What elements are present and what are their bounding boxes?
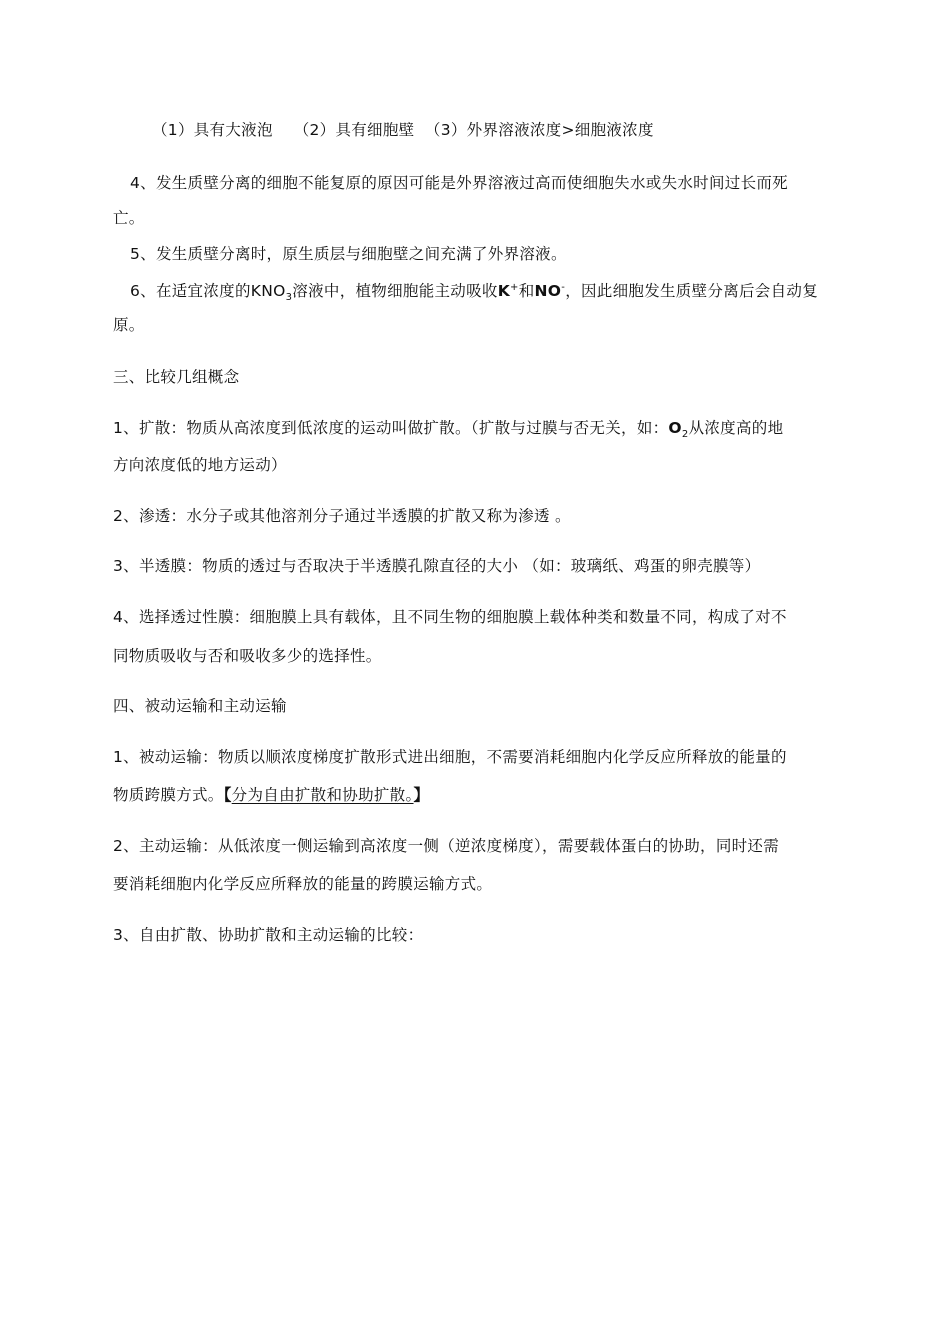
potassium-symbol: K bbox=[497, 282, 511, 300]
definition-4-line-1: 4、选择透过性膜：细胞膜上具有载体，且不同生物的细胞膜上载体种类和数量不同，构成了对不 bbox=[113, 608, 787, 626]
bracket-close: 】 bbox=[413, 786, 430, 804]
conditions-line bbox=[152, 119, 654, 141]
definition-1-line-1 bbox=[113, 417, 783, 439]
point-6-line-1 bbox=[130, 280, 818, 302]
bracket-open: 【 bbox=[223, 786, 232, 804]
condition-1: （1）具有大液泡 bbox=[152, 121, 273, 139]
section-3-title: 三、比较几组概念 bbox=[113, 368, 240, 386]
transport-1-line-2 bbox=[113, 784, 429, 806]
point-6-line-2: 原。 bbox=[113, 316, 145, 334]
subscript-3: 3 bbox=[285, 292, 293, 304]
definition-3: 3、半透膜：物质的透过与否取决于半透膜孔隙直径的大小 （如：玻璃纸、鸡蛋的卵壳膜等） bbox=[113, 557, 761, 575]
point-5: 5、发生质壁分离时，原生质层与细胞壁之间充满了外界溶液。 bbox=[130, 245, 567, 263]
point-6-and: 和 bbox=[518, 282, 535, 300]
oxygen-symbol: O bbox=[668, 419, 682, 437]
transport-3: 3、自由扩散、协助扩散和主动运输的比较： bbox=[113, 926, 424, 944]
condition-3: （3）外界溶液浓度>细胞液浓度 bbox=[424, 121, 654, 139]
transport-2-line-2: 要消耗细胞内化学反应所释放的能量的跨膜运输方式。 bbox=[113, 875, 493, 893]
transport-1-line-1: 1、被动运输：物质以顺浓度梯度扩散形式进出细胞，不需要消耗细胞内化学反应所释放的能量的 bbox=[113, 748, 787, 766]
superscript-minus: - bbox=[561, 281, 566, 293]
point-6-text-a: 6、在适宜浓度的KNO bbox=[130, 282, 286, 300]
subscript-2: 2 bbox=[681, 429, 689, 441]
definition-1-text-b: 从浓度高的地 bbox=[688, 419, 784, 437]
nitrate-symbol: NO bbox=[534, 282, 562, 300]
definition-4-line-2: 同物质吸收与否和吸收多少的选择性。 bbox=[113, 647, 382, 665]
section-4-title: 四、被动运输和主动运输 bbox=[113, 697, 287, 715]
superscript-plus: + bbox=[510, 281, 519, 293]
condition-2: （2）具有细胞壁 bbox=[293, 121, 415, 139]
transport-2-line-1: 2、主动运输：从低浓度一侧运输到高浓度一侧（逆浓度梯度），需要载体蛋白的协助，同时还需 bbox=[113, 837, 780, 855]
definition-2: 2、渗透：水分子或其他溶剂分子通过半透膜的扩散又称为渗透 。 bbox=[113, 507, 571, 525]
point-4-line-1: 4、发生质壁分离的细胞不能复原的原因可能是外界溶液过高而使细胞失水或失水时间过长而死 bbox=[130, 174, 788, 192]
point-6-text-b: 溶液中，植物细胞能主动吸收 bbox=[292, 282, 498, 300]
point-6-text-c: ，因此细胞发生质壁分离后会自动复 bbox=[565, 282, 818, 300]
underlined-note: 分为自由扩散和协助扩散。 bbox=[231, 786, 414, 804]
transport-1-text: 物质跨膜方式。 bbox=[113, 786, 224, 804]
definition-1-text-a: 1、扩散：物质从高浓度到低浓度的运动叫做扩散。（扩散与过膜与否无关，如： bbox=[113, 419, 669, 437]
definition-1-line-2: 方向浓度低的地方运动） bbox=[113, 456, 287, 474]
point-4-line-2: 亡。 bbox=[113, 209, 145, 227]
